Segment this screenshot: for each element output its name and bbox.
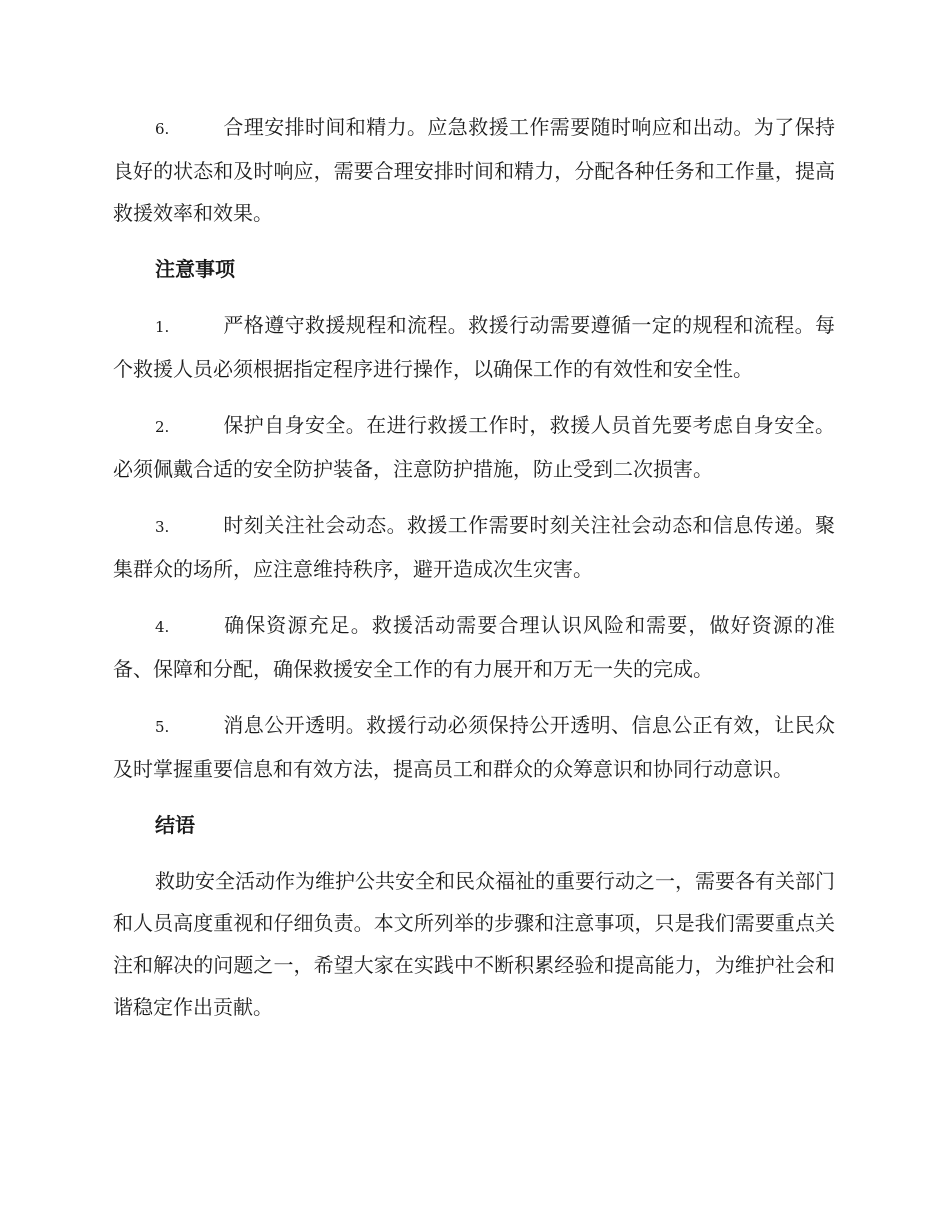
list-item <box>113 704 835 790</box>
list-item-text: 合理安排时间和精力。应急救援工作需要随时响应和出动。为了保持良好的状态和及时响应，需要合理安排时间和精力，分配各种任务和工作量，提高救援效率和效果。 <box>113 115 835 225</box>
section-heading-notes: 注意事项 <box>155 257 235 281</box>
list-item-number: 1. <box>155 318 170 336</box>
list-item <box>113 106 835 234</box>
list-item-text: 保护自身安全。在进行救援工作时，救援人员首先要考虑自身安全。必须佩戴合适的安全防护装备，注意防护措施，防止受到二次损害。 <box>113 413 835 481</box>
list-item <box>113 604 835 690</box>
list-item-text: 确保资源充足。救援活动需要合理认识风险和需要，做好资源的准备、保障和分配，确保救援安全工作的有力展开和万无一失的完成。 <box>113 613 835 681</box>
list-item-number: 4. <box>155 618 170 636</box>
conclusion-paragraph: 救助安全活动作为维护公共安全和民众福祉的重要行动之一，需要各有关部门和人员高度重视和仔细负责。本文所列举的步骤和注意事项，只是我们需要重点关注和解决的问题之一，希望大家在实践中不断积累经验和提高能力，为维护社会和谐稳定作出贡献。 <box>113 869 835 1019</box>
list-item-number: 5. <box>155 718 170 736</box>
list-item-number: 2. <box>155 418 170 436</box>
list-item-text: 严格遵守救援规程和流程。救援行动需要遵循一定的规程和流程。每个救援人员必须根据指定程序进行操作，以确保工作的有效性和安全性。 <box>113 313 835 381</box>
document-page <box>113 106 835 1042</box>
section-heading-conclusion: 结语 <box>155 813 195 837</box>
list-item-text: 时刻关注社会动态。救援工作需要时刻关注社会动态和信息传递。聚集群众的场所，应注意维持秩序，避开造成次生灾害。 <box>113 513 835 581</box>
list-item <box>113 304 835 390</box>
list-item <box>113 404 835 490</box>
list-item-text: 消息公开透明。救援行动必须保持公开透明、信息公正有效，让民众及时掌握重要信息和有效方法，提高员工和群众的众筹意识和协同行动意识。 <box>113 713 835 781</box>
list-item <box>113 504 835 590</box>
list-item-number: 3. <box>155 518 170 536</box>
list-item-number: 6. <box>155 120 170 138</box>
